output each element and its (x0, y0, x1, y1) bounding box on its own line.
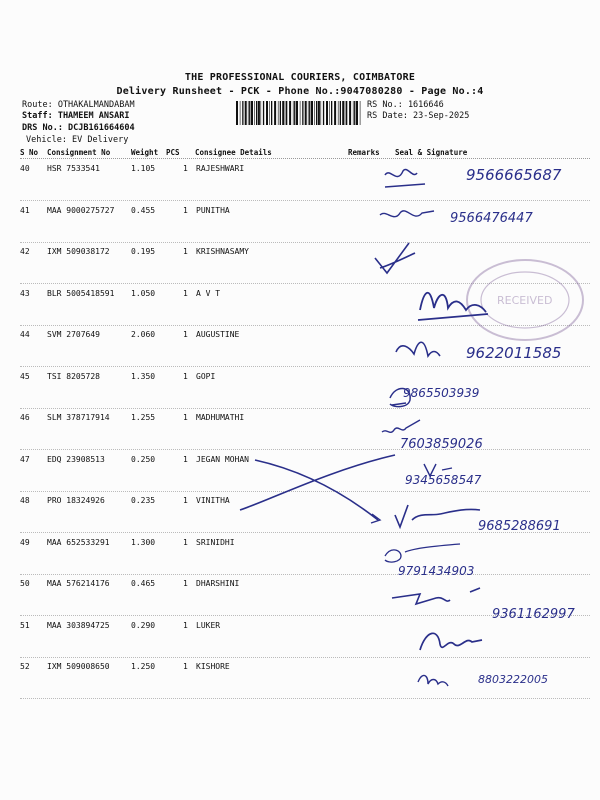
barcode-bar (261, 101, 262, 125)
cell-pcs: 1 (183, 247, 188, 256)
cell-consignee: PUNITHA (196, 205, 230, 215)
cell-pcs: 1 (183, 579, 188, 588)
cell-sno: 48 (20, 496, 30, 505)
table-row (20, 368, 590, 409)
table-row (20, 285, 590, 326)
barcode-bar (256, 101, 257, 125)
handwritten-phone: 9865503939 (403, 386, 480, 400)
barcode-bar (331, 101, 332, 125)
table-row (20, 534, 590, 575)
barcode-bar (289, 101, 291, 125)
cell-consignee: DHARSHINI (196, 579, 240, 588)
barcode-bar (329, 101, 330, 125)
table-row (20, 575, 590, 616)
cell-consignment: MAA 652533291 (47, 537, 110, 547)
barcode-bar (345, 101, 346, 125)
cell-weight: 0.195 (131, 247, 156, 256)
rs-date: RS Date: 23-Sep-2025 (367, 111, 470, 121)
handwritten-phone: 9566665687 (466, 166, 562, 184)
handwritten-phone: 9685288691 (478, 519, 561, 534)
cell-consignee: AUGUSTINE (196, 330, 240, 339)
table-row (20, 409, 590, 450)
company-title: THE PROFESSIONAL COURIERS, COIMBATORE (184, 72, 416, 83)
cell-consignee: MADHUMATHI (196, 413, 245, 422)
barcode-bar (340, 101, 341, 125)
barcode-bar (249, 101, 250, 125)
barcode-bar (309, 101, 310, 125)
barcode-bar (305, 101, 307, 125)
barcode-bar (285, 101, 286, 125)
cell-consignment: HSR 7533541 (47, 164, 100, 173)
cell-consignment: PRO 18324926 (47, 496, 105, 505)
barcode-bar (318, 101, 320, 125)
handwritten-phone: 9622011585 (466, 344, 562, 362)
table-row (20, 243, 590, 284)
row-divider (20, 698, 590, 699)
barcode-bar (360, 101, 361, 125)
cell-weight: 1.250 (131, 662, 156, 671)
cell-weight: 0.235 (131, 496, 156, 505)
barcode-bar (321, 101, 322, 125)
barcode-bar (258, 101, 260, 125)
table-row (20, 658, 590, 699)
handwritten-phone: 9791434903 (398, 564, 475, 578)
barcode-bar (342, 101, 344, 125)
cell-consignee: A V T (196, 288, 221, 298)
cell-consignment: MAA 9000275727 (47, 205, 115, 215)
barcode-bar (251, 101, 253, 125)
cell-sno: 41 (20, 205, 30, 215)
barcode-bar (266, 101, 268, 125)
barcode-bar (314, 101, 315, 125)
cell-sno: 49 (20, 537, 30, 547)
col-pcs: PCS (166, 148, 180, 157)
cell-consignment: MAA 303894725 (47, 620, 110, 630)
cell-pcs: 1 (183, 662, 188, 671)
cell-weight: 1.050 (131, 288, 156, 298)
barcode-bar (274, 101, 276, 125)
cell-weight: 0.250 (131, 454, 156, 464)
cell-weight: 0.455 (131, 205, 156, 215)
barcode-bar (242, 101, 243, 125)
handwritten-phone: 9361162997 (492, 607, 575, 622)
handwritten-phone: 9566476447 (450, 211, 533, 226)
barcode-bar (308, 101, 309, 125)
cell-pcs: 1 (183, 496, 188, 505)
barcode-bar (245, 101, 247, 125)
cell-sno: 52 (20, 662, 30, 671)
cell-consignee: KRISHNASAMY (196, 247, 249, 256)
barcode-bar (248, 101, 249, 125)
cell-pcs: 1 (183, 288, 188, 298)
cell-weight: 1.255 (131, 413, 156, 422)
barcode-bar (293, 101, 294, 125)
cell-sno: 44 (20, 330, 30, 339)
barcode-bar (286, 101, 287, 125)
barcode-bar (254, 101, 255, 125)
handwritten-phone: 9345658547 (405, 473, 482, 487)
cell-pcs: 1 (183, 330, 188, 339)
cell-consignment: BLR 5005418591 (47, 288, 115, 298)
runsheet-subtitle: Delivery Runsheet - PCK - Phone No.:9047080280 - Page No.:4 (116, 86, 484, 97)
barcode-bar (263, 101, 264, 125)
cell-pcs: 1 (183, 454, 188, 464)
barcode-bar (316, 101, 317, 125)
cell-consignment: SVM 2707649 (47, 330, 100, 339)
cell-consignee: KISHORE (196, 662, 230, 671)
barcode-bar (240, 101, 241, 125)
col-seal-signature: Seal & Signature (395, 148, 468, 157)
table-row (20, 202, 590, 243)
handwritten-phone: 8803222005 (478, 673, 548, 686)
cell-sno: 45 (20, 371, 30, 381)
cell-consignee: LUKER (196, 620, 221, 630)
cell-consignment: IXM 509008650 (47, 662, 110, 671)
barcode-bar (354, 101, 355, 125)
barcode-bar (338, 101, 339, 125)
cell-consignee: GOPI (196, 371, 216, 381)
barcode-bar (294, 101, 295, 125)
cell-sno: 47 (20, 454, 30, 464)
cell-sno: 51 (20, 620, 30, 630)
col-remarks: Remarks (348, 148, 380, 157)
barcode-bar (349, 101, 351, 125)
table-row (20, 617, 590, 658)
cell-sno: 42 (20, 247, 30, 256)
barcode-bar (280, 101, 281, 125)
cell-weight: 1.105 (131, 164, 156, 173)
barcode-bar (269, 101, 270, 125)
cell-consignment: SLM 378717914 (47, 413, 110, 422)
barcode-bar (334, 101, 336, 125)
cell-consignee: SRINIDHI (196, 537, 235, 547)
barcode-bar (353, 101, 354, 125)
barcode-bar (300, 101, 301, 125)
cell-consignment: TSI 8205728 (47, 371, 100, 381)
barcode-bar (346, 101, 347, 125)
barcode-bar (356, 101, 358, 125)
cell-sno: 46 (20, 413, 30, 422)
barcode-bar (278, 101, 279, 125)
cell-consignment: IXM 509038172 (47, 247, 110, 256)
cell-consignee: JEGAN MOHAN (196, 454, 249, 464)
table-row (20, 326, 590, 367)
cell-pcs: 1 (183, 537, 188, 547)
barcode-bar (302, 101, 303, 125)
barcode-bar (296, 101, 298, 125)
col-consignee: Consignee Details (195, 148, 272, 157)
barcode-bar (311, 101, 313, 125)
barcode-bar (282, 101, 284, 125)
cell-weight: 2.060 (131, 330, 156, 339)
cell-sno: 50 (20, 579, 30, 588)
drs-label: DRS No.: DCJB161664604 (22, 123, 135, 133)
barcode (236, 101, 362, 125)
cell-pcs: 1 (183, 371, 188, 381)
table-row (20, 492, 590, 533)
cell-consignment: EDQ 23908513 (47, 454, 105, 464)
cell-consignee: RAJESHWARI (196, 164, 245, 173)
table-row (20, 160, 590, 201)
stamp-text: RECEIVED (497, 294, 553, 307)
barcode-bar (323, 101, 324, 125)
table-row (20, 451, 590, 492)
cell-pcs: 1 (183, 620, 188, 630)
cell-pcs: 1 (183, 205, 188, 215)
col-sno: S No (20, 148, 39, 157)
route-label: Route: OTHAKALMANDABAM (22, 100, 135, 110)
cell-consignee: VINITHA (196, 496, 230, 505)
barcode-bar (326, 101, 328, 125)
col-weight: Weight (131, 148, 159, 157)
header-divider (20, 158, 590, 159)
cell-sno: 43 (20, 288, 30, 298)
cell-weight: 1.300 (131, 537, 156, 547)
cell-pcs: 1 (183, 413, 188, 422)
staff-label: Staff: THAMEEM ANSARI (22, 111, 130, 121)
barcode-bar (236, 101, 238, 125)
handwritten-phone: 7603859026 (400, 437, 483, 452)
cell-weight: 0.465 (131, 579, 156, 588)
cell-weight: 0.290 (131, 620, 156, 630)
cell-weight: 1.350 (131, 371, 156, 381)
vehicle-label: Vehicle: EV Delivery (26, 135, 129, 145)
cell-consignment: MAA 576214176 (47, 579, 110, 588)
col-consignment: Consignment No (47, 148, 111, 157)
cell-sno: 40 (20, 164, 30, 173)
rs-number: RS No.: 1616646 (367, 100, 444, 110)
cell-pcs: 1 (183, 164, 188, 173)
barcode-bar (271, 101, 272, 125)
